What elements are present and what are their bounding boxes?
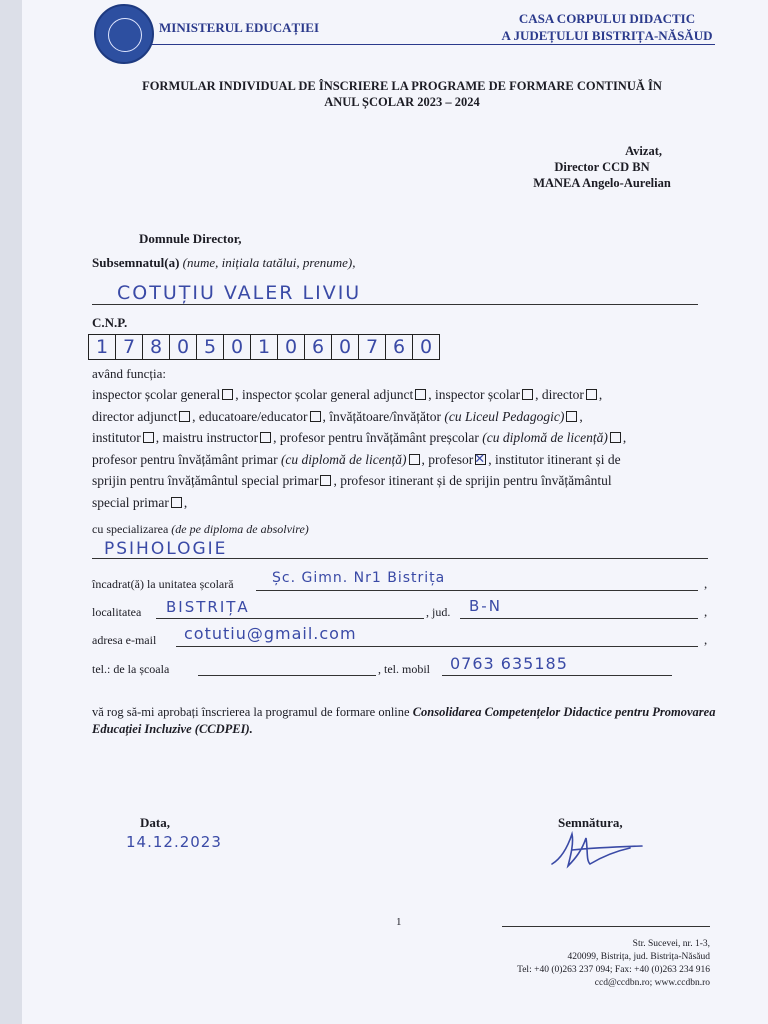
email-line xyxy=(176,646,698,647)
checkbox-maistru[interactable] xyxy=(260,432,271,443)
email-value[interactable]: cotutiu@gmail.com xyxy=(184,624,357,643)
date-label: Data, xyxy=(140,815,170,830)
fn-prof-prescolar-hint: (cu diplomă de licență) xyxy=(482,430,608,445)
fn-prof-primar-hint: (cu diplomă de licență) xyxy=(280,451,407,467)
approval-line-2: Director CCD BN xyxy=(554,160,650,174)
approval-line-3: MANEA Angelo-Aurelian xyxy=(533,176,671,190)
specialization-label-row xyxy=(92,522,309,537)
fn-institutor: institutor xyxy=(92,430,141,445)
footer-rule xyxy=(502,926,710,927)
checkbox-profesor[interactable] xyxy=(475,454,486,465)
footer-address xyxy=(462,938,710,990)
locality-end: , xyxy=(704,604,708,619)
approval-line-1: Avizat, xyxy=(625,144,662,158)
fn-special-primar: special primar xyxy=(92,494,169,510)
phone-mobile-value[interactable]: 0763 635185 xyxy=(450,654,568,673)
fn-director: , director xyxy=(535,387,584,402)
cnp-digit: 5 xyxy=(197,335,224,359)
signature-mark xyxy=(542,828,652,870)
checkbox-institutor[interactable] xyxy=(143,432,154,443)
cnp-digit: 0 xyxy=(224,335,251,359)
phone-school-line[interactable] xyxy=(198,675,376,676)
function-options xyxy=(92,384,716,513)
fn-sep: , xyxy=(183,494,188,510)
fn-sep: , xyxy=(622,430,627,445)
undersigned-label: Subsemnatul(a) xyxy=(92,255,180,270)
fn-invatator-hint: (cu Liceul Pedagogic) xyxy=(444,408,565,424)
approval-block xyxy=(522,143,662,159)
email-end: , xyxy=(704,632,708,647)
fn-invatator: , învățătoare/învățător xyxy=(322,408,441,424)
footer-line-4: ccd@ccdbn.ro; www.ccdbn.ro xyxy=(594,978,710,988)
specialization-line xyxy=(92,558,708,559)
fn-profesor: , profesor xyxy=(421,451,474,467)
request-text: vă rog să-mi aprobați înscrierea la programul de formare online xyxy=(92,705,413,719)
fn-inspector-general-adjunct: , inspector școlar general adjunct xyxy=(235,387,414,402)
checkbox-director[interactable] xyxy=(586,389,597,400)
locality-label: localitatea xyxy=(92,605,142,619)
county-value[interactable]: B-N xyxy=(469,597,502,615)
title-line-1: FORMULAR INDIVIDUAL DE ÎNSCRIERE LA PROGRAME DE FORMARE CONTINUĂ ÎN xyxy=(142,79,662,93)
email-label: adresa e-mail xyxy=(92,633,157,647)
specialization-label: cu specializarea xyxy=(92,522,169,536)
footer-line-2: 420099, Bistrița, jud. Bistrița-Năsăud xyxy=(567,952,710,962)
request-program-name: Consolidarea Competențelor Didactice pentru Promovarea Educației Incluzive (CCDPEI). xyxy=(92,705,716,736)
locality-line xyxy=(156,618,424,619)
fn-inspector-general: inspector școlar general xyxy=(92,387,221,402)
date-value[interactable]: 14.12.2023 xyxy=(126,833,222,851)
school-end: , xyxy=(704,576,708,591)
undersigned-line xyxy=(92,304,698,305)
cnp-digit: 0 xyxy=(419,336,433,358)
organization-name xyxy=(492,10,722,44)
header-rule xyxy=(152,44,715,45)
phone-mobile-line xyxy=(442,675,672,676)
government-seal-icon xyxy=(94,4,154,64)
org-line-1: CASA CORPULUI DIDACTIC xyxy=(518,11,696,26)
signature-label: Semnătura, xyxy=(558,815,623,830)
footer-line-1: Str. Sucevei, nr. 1-3, xyxy=(632,939,710,949)
checkbox-director-adjunct[interactable] xyxy=(179,411,190,422)
fn-educator: , educatoare/educator xyxy=(192,408,308,424)
greeting: Domnule Director, xyxy=(139,231,242,246)
checkbox-inspector-general[interactable] xyxy=(222,389,233,400)
fn-profesor-itinerant: , profesor itinerant și de sprijin pentru învățământul xyxy=(333,473,612,488)
undersigned-label-row xyxy=(92,255,356,271)
title-line-2: ANUL ȘCOLAR 2023 – 2024 xyxy=(324,95,480,109)
county-label: , jud. xyxy=(426,605,451,619)
function-label: având funcția: xyxy=(92,366,166,381)
county-line xyxy=(460,618,698,619)
checkbox-institutor-itinerant[interactable] xyxy=(320,475,331,486)
cnp-digit: 6 xyxy=(386,335,413,359)
request-paragraph xyxy=(92,704,716,738)
undersigned-value[interactable]: COTUȚIU VALER LIVIU xyxy=(117,282,362,304)
page-number: 1 xyxy=(396,916,402,928)
checkbox-prof-prescolar[interactable] xyxy=(610,432,621,443)
fn-inspector: , inspector școlar xyxy=(428,387,521,402)
school-line xyxy=(256,590,698,591)
fn-prof-primar: profesor pentru învățământ primar xyxy=(92,451,278,467)
org-line-2: A JUDEȚULUI BISTRIȚA-NĂSĂUD xyxy=(501,28,713,43)
footer-line-3: Tel: +40 (0)263 237 094; Fax: +40 (0)263 234 916 xyxy=(517,965,710,975)
checkbox-profesor-itinerant[interactable] xyxy=(171,497,182,508)
checkbox-prof-primar[interactable] xyxy=(409,454,420,465)
cnp-digit: 0 xyxy=(170,335,197,359)
checkbox-inspector[interactable] xyxy=(522,389,533,400)
fn-sep: , xyxy=(598,387,603,402)
cnp-digit: 7 xyxy=(359,335,386,359)
form-title xyxy=(82,78,722,110)
fn-institutor-itinerant: , institutor itinerant și de xyxy=(488,451,621,467)
form-page xyxy=(22,0,768,1024)
cnp-digit: 6 xyxy=(305,335,332,359)
fn-sprijin-special: sprijin pentru învățământul special primar xyxy=(92,473,319,488)
cnp-digit: 7 xyxy=(116,335,143,359)
specialization-value[interactable]: PSIHOLOGIE xyxy=(104,539,228,559)
checkbox-invatator[interactable] xyxy=(566,411,577,422)
approval-director xyxy=(512,159,692,191)
phone-mobile-label: , tel. mobil xyxy=(378,662,430,676)
school-label: încadrat(ă) la unitatea școlară xyxy=(92,577,234,591)
cnp-digit: 8 xyxy=(143,335,170,359)
ministry-name: MINISTERUL EDUCAȚIEI xyxy=(159,20,320,35)
cnp-digit: 1 xyxy=(89,335,116,359)
cnp-grid[interactable] xyxy=(88,334,440,360)
fn-sep: , xyxy=(579,408,583,424)
undersigned-hint: (nume, inițiala tatălui, prenume), xyxy=(182,255,356,270)
fn-director-adjunct: director adjunct xyxy=(92,408,178,424)
fn-prof-prescolar: , profesor pentru învățământ preșcolar xyxy=(273,430,479,445)
cnp-digit: 0 xyxy=(278,335,305,359)
fn-maistru: , maistru instructor xyxy=(155,430,259,445)
checkbox-educator[interactable] xyxy=(310,411,321,422)
school-value[interactable]: Șc. Gimn. Nr1 Bistrița xyxy=(272,570,446,586)
cnp-digit: 1 xyxy=(251,335,278,359)
cnp-label: C.N.P. xyxy=(92,315,128,330)
checkbox-inspector-general-adjunct[interactable] xyxy=(415,389,426,400)
locality-value[interactable]: BISTRIȚA xyxy=(166,598,250,616)
phone-school-label: tel.: de la școala xyxy=(92,662,170,676)
cnp-digit: 0 xyxy=(332,335,359,359)
specialization-hint: (de pe diploma de absolvire) xyxy=(171,522,309,536)
